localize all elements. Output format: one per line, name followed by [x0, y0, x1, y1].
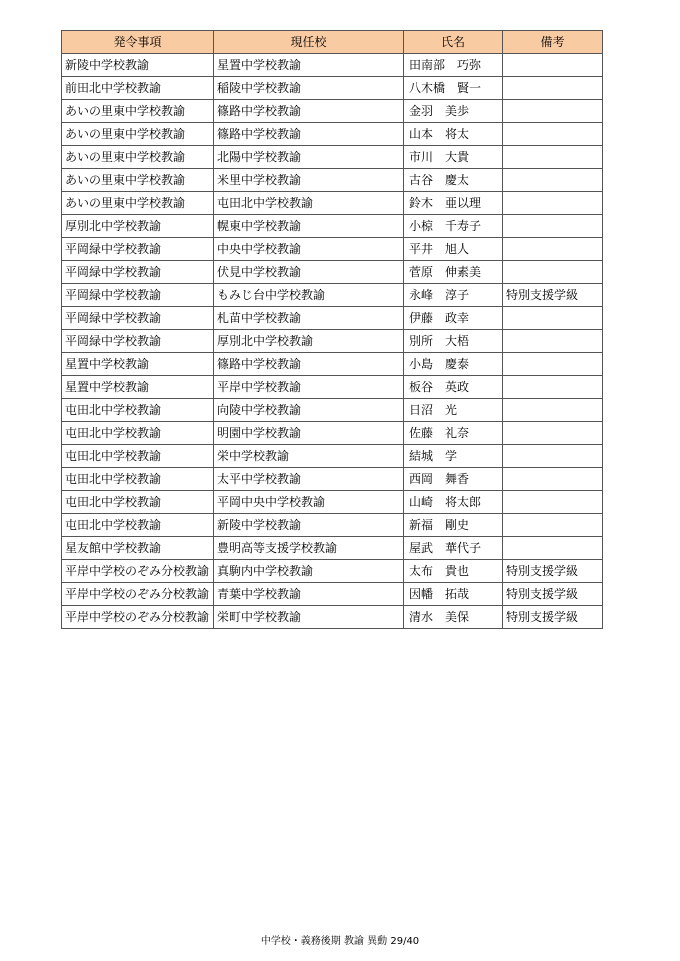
- name-cell: 田南部 巧弥: [404, 54, 503, 77]
- table-row: [62, 238, 603, 261]
- remark-cell: [503, 192, 603, 215]
- remark-cell: 特別支援学級: [503, 284, 603, 307]
- remark-cell: [503, 54, 603, 77]
- order-cell: 平岡緑中学校教諭: [62, 284, 214, 307]
- header-remark: 備考: [503, 31, 603, 54]
- current-school-cell: 真駒内中学校教諭: [214, 560, 404, 583]
- order-cell: 平岡緑中学校教諭: [62, 330, 214, 353]
- name-cell: 屋武 華代子: [404, 537, 503, 560]
- current-school-cell: 豊明高等支援学校教諭: [214, 537, 404, 560]
- remark-cell: 特別支援学級: [503, 560, 603, 583]
- name-cell: 伊藤 政幸: [404, 307, 503, 330]
- table-row: [62, 307, 603, 330]
- remark-cell: [503, 77, 603, 100]
- table-row: [62, 192, 603, 215]
- order-cell: 平岡緑中学校教諭: [62, 238, 214, 261]
- current-school-cell: 平岡中央中学校教諭: [214, 491, 404, 514]
- table-header: [62, 31, 603, 54]
- remark-cell: [503, 261, 603, 284]
- table-row: [62, 330, 603, 353]
- name-cell: 永峰 淳子: [404, 284, 503, 307]
- order-cell: 平岸中学校のぞみ分校教諭: [62, 560, 214, 583]
- remark-cell: [503, 238, 603, 261]
- current-school-cell: 太平中学校教諭: [214, 468, 404, 491]
- order-cell: 屯田北中学校教諭: [62, 422, 214, 445]
- name-cell: 小島 慶泰: [404, 353, 503, 376]
- name-cell: 西岡 舞香: [404, 468, 503, 491]
- transfer-table: [61, 30, 603, 629]
- remark-cell: [503, 169, 603, 192]
- table-row: [62, 261, 603, 284]
- current-school-cell: 青葉中学校教諭: [214, 583, 404, 606]
- table-row: [62, 54, 603, 77]
- current-school-cell: 北陽中学校教諭: [214, 146, 404, 169]
- table-row: [62, 77, 603, 100]
- remark-cell: 特別支援学級: [503, 606, 603, 629]
- current-school-cell: もみじ台中学校教諭: [214, 284, 404, 307]
- remark-cell: [503, 399, 603, 422]
- name-cell: 別所 大梧: [404, 330, 503, 353]
- table-row: [62, 537, 603, 560]
- order-cell: 平岡緑中学校教諭: [62, 261, 214, 284]
- current-school-cell: 米里中学校教諭: [214, 169, 404, 192]
- name-cell: 清水 美保: [404, 606, 503, 629]
- page-footer: 中学校・義務後期 教諭 異動 29/40: [260, 936, 420, 947]
- order-cell: 星友館中学校教諭: [62, 537, 214, 560]
- order-cell: 屯田北中学校教諭: [62, 445, 214, 468]
- current-school-cell: 篠路中学校教諭: [214, 353, 404, 376]
- table-row: [62, 491, 603, 514]
- table-row: [62, 514, 603, 537]
- name-cell: 八木橋 賢一: [404, 77, 503, 100]
- remark-cell: [503, 307, 603, 330]
- name-cell: 平井 旭人: [404, 238, 503, 261]
- remark-cell: [503, 146, 603, 169]
- table-body: [62, 54, 603, 629]
- remark-cell: [503, 376, 603, 399]
- remark-cell: [503, 353, 603, 376]
- order-cell: 屯田北中学校教諭: [62, 491, 214, 514]
- current-school-cell: 厚別北中学校教諭: [214, 330, 404, 353]
- remark-cell: [503, 537, 603, 560]
- table-row: [62, 468, 603, 491]
- remark-cell: [503, 491, 603, 514]
- table-row: [62, 583, 603, 606]
- name-cell: 小椋 千寿子: [404, 215, 503, 238]
- table-row: [62, 284, 603, 307]
- order-cell: 前田北中学校教諭: [62, 77, 214, 100]
- current-school-cell: 札苗中学校教諭: [214, 307, 404, 330]
- remark-cell: [503, 422, 603, 445]
- table-row: [62, 123, 603, 146]
- order-cell: あいの里東中学校教諭: [62, 192, 214, 215]
- name-cell: 日沼 光: [404, 399, 503, 422]
- table-row: [62, 560, 603, 583]
- remark-cell: [503, 100, 603, 123]
- name-cell: 因幡 拓哉: [404, 583, 503, 606]
- order-cell: 屯田北中学校教諭: [62, 514, 214, 537]
- name-cell: 市川 大貴: [404, 146, 503, 169]
- current-school-cell: 新陵中学校教諭: [214, 514, 404, 537]
- remark-cell: 特別支援学級: [503, 583, 603, 606]
- name-cell: 結城 学: [404, 445, 503, 468]
- name-cell: 山崎 将太郎: [404, 491, 503, 514]
- name-cell: 山本 将太: [404, 123, 503, 146]
- current-school-cell: 星置中学校教諭: [214, 54, 404, 77]
- header-name: 氏名: [404, 31, 503, 54]
- current-school-cell: 屯田北中学校教諭: [214, 192, 404, 215]
- current-school-cell: 栄中学校教諭: [214, 445, 404, 468]
- remark-cell: [503, 215, 603, 238]
- name-cell: 新福 剛史: [404, 514, 503, 537]
- header-current-school: 現任校: [214, 31, 404, 54]
- remark-cell: [503, 330, 603, 353]
- order-cell: 星置中学校教諭: [62, 353, 214, 376]
- current-school-cell: 篠路中学校教諭: [214, 123, 404, 146]
- name-cell: 古谷 慶太: [404, 169, 503, 192]
- order-cell: 平岸中学校のぞみ分校教諭: [62, 583, 214, 606]
- name-cell: 菅原 伸素美: [404, 261, 503, 284]
- table-row: [62, 399, 603, 422]
- table-row: [62, 445, 603, 468]
- table-row: [62, 169, 603, 192]
- name-cell: 金羽 美歩: [404, 100, 503, 123]
- order-cell: 平岡緑中学校教諭: [62, 307, 214, 330]
- table-row: [62, 376, 603, 399]
- order-cell: 新陵中学校教諭: [62, 54, 214, 77]
- remark-cell: [503, 468, 603, 491]
- table-row: [62, 606, 603, 629]
- order-cell: あいの里東中学校教諭: [62, 146, 214, 169]
- header-row: [62, 31, 603, 54]
- order-cell: あいの里東中学校教諭: [62, 100, 214, 123]
- order-cell: 星置中学校教諭: [62, 376, 214, 399]
- order-cell: あいの里東中学校教諭: [62, 123, 214, 146]
- current-school-cell: 栄町中学校教諭: [214, 606, 404, 629]
- table-row: [62, 422, 603, 445]
- name-cell: 佐藤 礼奈: [404, 422, 503, 445]
- current-school-cell: 幌東中学校教諭: [214, 215, 404, 238]
- header-order: 発令事項: [62, 31, 214, 54]
- current-school-cell: 明園中学校教諭: [214, 422, 404, 445]
- name-cell: 鈴木 亜以理: [404, 192, 503, 215]
- table-row: [62, 146, 603, 169]
- current-school-cell: 稲陵中学校教諭: [214, 77, 404, 100]
- table-row: [62, 215, 603, 238]
- current-school-cell: 伏見中学校教諭: [214, 261, 404, 284]
- order-cell: あいの里東中学校教諭: [62, 169, 214, 192]
- remark-cell: [503, 445, 603, 468]
- remark-cell: [503, 514, 603, 537]
- current-school-cell: 向陵中学校教諭: [214, 399, 404, 422]
- name-cell: 板谷 英政: [404, 376, 503, 399]
- table-row: [62, 100, 603, 123]
- order-cell: 厚別北中学校教諭: [62, 215, 214, 238]
- table-row: [62, 353, 603, 376]
- order-cell: 平岸中学校のぞみ分校教諭: [62, 606, 214, 629]
- name-cell: 太布 貴也: [404, 560, 503, 583]
- current-school-cell: 平岸中学校教諭: [214, 376, 404, 399]
- current-school-cell: 篠路中学校教諭: [214, 100, 404, 123]
- remark-cell: [503, 123, 603, 146]
- current-school-cell: 中央中学校教諭: [214, 238, 404, 261]
- order-cell: 屯田北中学校教諭: [62, 399, 214, 422]
- order-cell: 屯田北中学校教諭: [62, 468, 214, 491]
